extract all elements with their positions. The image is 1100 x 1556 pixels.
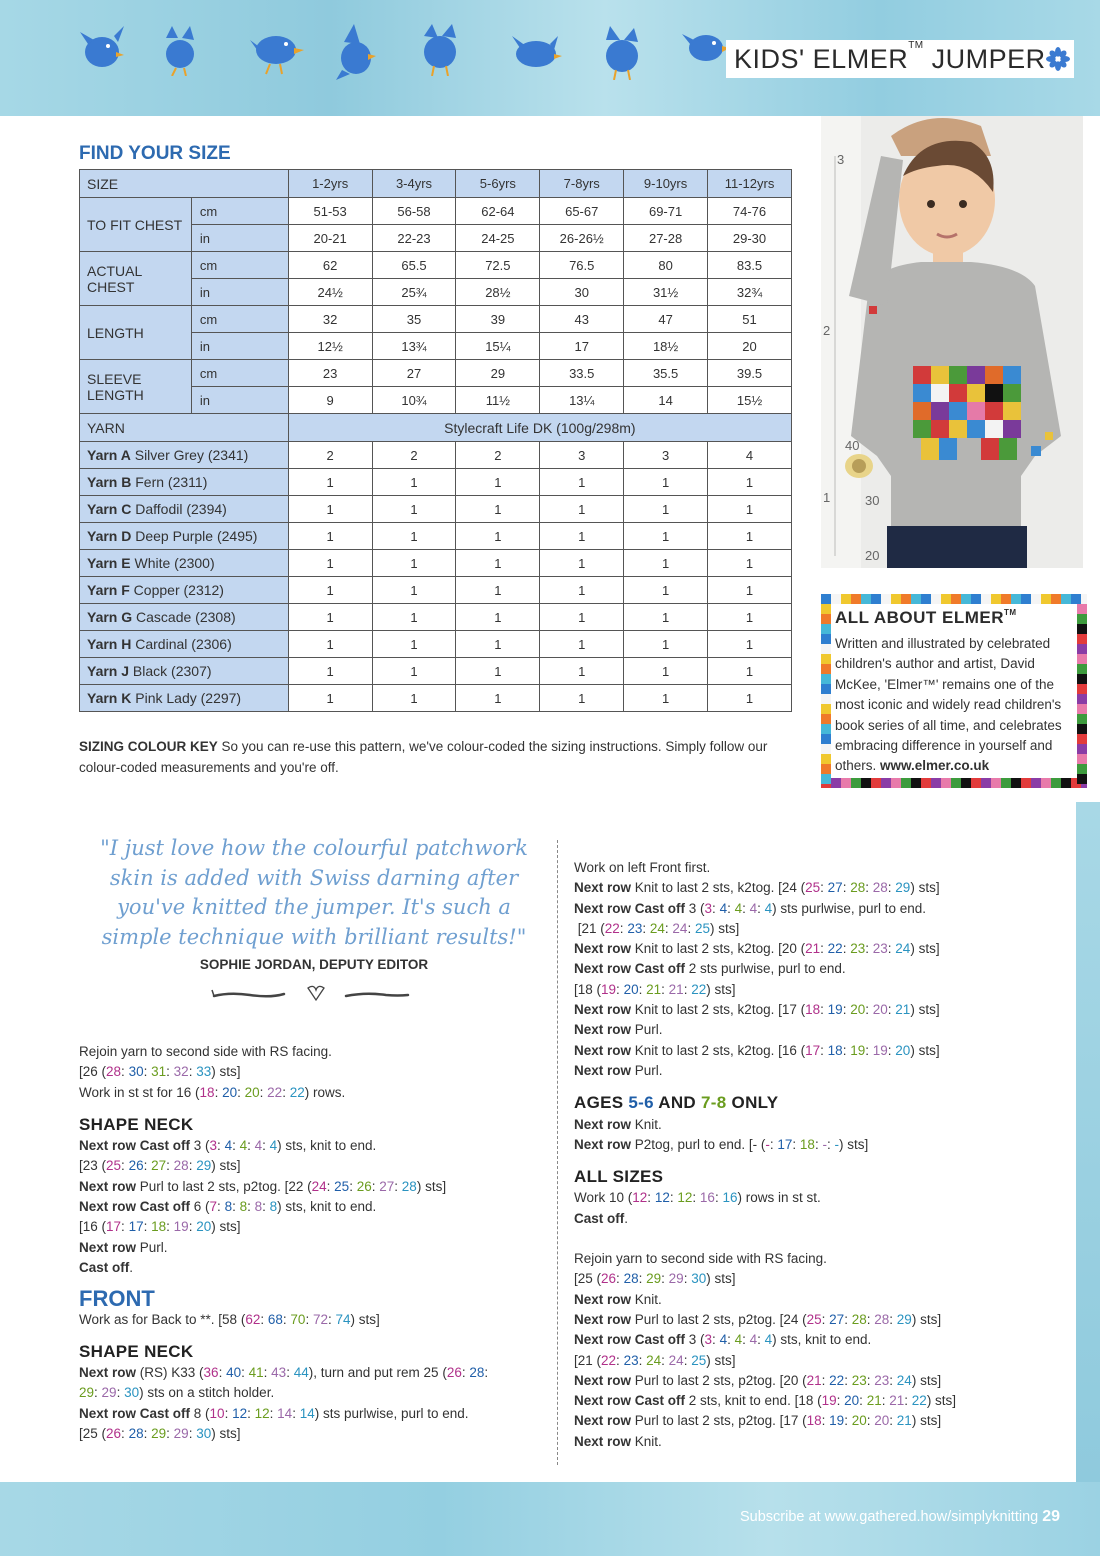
pattern-line: [18 (19: 20: 21: 21: 22) sts]	[574, 981, 736, 997]
unit-label: in	[191, 333, 288, 360]
pattern-line: Next row Cast off 6 (7: 8: 8: 8: 8) sts, knit to end.	[79, 1199, 377, 1215]
pattern-line: Next row P2tog, purl to end. [- (-: 17: 18: -: -) sts]	[574, 1136, 869, 1152]
bird-decoration-row	[70, 24, 730, 84]
measure-label: SLEEVE LENGTH	[80, 360, 192, 414]
yarn-quantity: 1	[708, 550, 792, 577]
pattern-line: [21 (22: 23: 24: 24: 25) sts]	[574, 920, 740, 936]
measure-value: 20	[708, 333, 792, 360]
measure-value: 65.5	[372, 252, 456, 279]
measure-value: 12½	[288, 333, 372, 360]
size-column-header: 7-8yrs	[540, 170, 624, 198]
table-row	[80, 360, 792, 387]
yarn-quantity: 1	[540, 577, 624, 604]
yarn-quantity: 1	[624, 550, 708, 577]
measure-value: 11½	[456, 387, 540, 414]
pattern-line: Next row Cast off 2 sts, knit to end. [18 (19: 20: 21: 21: 22) sts]	[574, 1393, 957, 1409]
yarn-quantity: 1	[456, 496, 540, 523]
pattern-line: Rejoin yarn to second side with RS facing.	[79, 1044, 332, 1059]
yarn-quantity: 1	[708, 577, 792, 604]
flower-star-icon	[1046, 47, 1070, 71]
sizing-key-text: So you can re-use this pattern, we've colour-coded the sizing instructions. Simply follow our colour-coded measurements and you're off.	[79, 739, 768, 775]
pattern-line: [25 (26: 28: 29: 29: 30) sts]	[79, 1426, 241, 1442]
find-your-size-heading: FIND YOUR SIZE	[79, 143, 231, 164]
measure-value: 74-76	[708, 198, 792, 225]
yarn-quantity: 1	[288, 685, 372, 712]
yarn-quantity: 1	[288, 523, 372, 550]
bird-icon	[510, 24, 562, 76]
article-title	[726, 40, 1074, 78]
measure-value: 27-28	[624, 225, 708, 252]
yarn-quantity: 1	[288, 577, 372, 604]
yarn-quantity: 1	[288, 604, 372, 631]
table-row	[80, 252, 792, 279]
bird-icon	[682, 24, 730, 68]
yarn-label: YARN	[80, 414, 289, 442]
yarn-header-row	[80, 414, 792, 442]
yarn-name: Yarn F Copper (2312)	[80, 577, 289, 604]
yarn-quantity: 1	[540, 550, 624, 577]
yarn-quantity: 1	[540, 469, 624, 496]
pattern-line: Next row Knit.	[574, 1433, 662, 1449]
elmer-box-text: Written and illustrated by celebrated children's author and artist, David McKee, 'Elmer™' remains one of the most iconic and widely read children's book series of all time, and celebrates embracing difference in yourself and others.	[835, 636, 1062, 774]
yarn-name: Yarn A Silver Grey (2341)	[80, 442, 289, 469]
yarn-quantity: 1	[708, 685, 792, 712]
measure-value: 62-64	[456, 198, 540, 225]
measure-value: 51	[708, 306, 792, 333]
yarn-quantity: 1	[624, 469, 708, 496]
yarn-quantity: 1	[456, 658, 540, 685]
yarn-quantity: 1	[540, 604, 624, 631]
yarn-quantity: 1	[456, 604, 540, 631]
pattern-line: Next row Purl to last 2 sts, p2tog. [20 (21: 22: 23: 23: 24) sts]	[574, 1372, 942, 1388]
pattern-line: Work as for Back to **. [58 (62: 68: 70: 72: 74) sts]	[79, 1311, 380, 1327]
table-row	[80, 198, 792, 225]
measure-value: 39.5	[708, 360, 792, 387]
measure-value: 13¾	[372, 333, 456, 360]
elmer-box-title	[835, 608, 1017, 628]
table-row	[80, 550, 792, 577]
yarn-quantity: 1	[624, 496, 708, 523]
side-band	[1076, 800, 1100, 1482]
yarn-quantity: 2	[372, 442, 456, 469]
measure-value: 56-58	[372, 198, 456, 225]
pattern-line: [16 (17: 17: 18: 19: 20) sts]	[79, 1219, 241, 1235]
yarn-quantity: 1	[540, 685, 624, 712]
measure-value: 35	[372, 306, 456, 333]
page-footer	[740, 1508, 1060, 1526]
pattern-line: [23 (25: 26: 27: 28: 29) sts]	[79, 1158, 241, 1174]
yarn-name: Yarn J Black (2307)	[80, 658, 289, 685]
yarn-quantity: 1	[456, 631, 540, 658]
front-heading: FRONT	[79, 1286, 155, 1312]
measure-value: 83.5	[708, 252, 792, 279]
measure-value: 26-26½	[540, 225, 624, 252]
pattern-line: Rejoin yarn to second side with RS facing.	[574, 1251, 827, 1267]
yarn-quantity: 1	[624, 577, 708, 604]
yarn-quantity: 1	[708, 631, 792, 658]
yarn-quantity: 1	[624, 685, 708, 712]
pattern-line: Next row Cast off 3 (3: 4: 4: 4: 4) sts, knit to end.	[79, 1138, 377, 1154]
size-column-header: 1-2yrs	[288, 170, 372, 198]
bird-icon	[160, 24, 200, 76]
measure-value: 24-25	[456, 225, 540, 252]
bird-icon	[600, 24, 644, 80]
size-header-row	[80, 170, 792, 198]
measure-value: 20-21	[288, 225, 372, 252]
pattern-line: Next row Purl to last 2 sts, p2tog. [24 (25: 27: 28: 28: 29) sts]	[574, 1311, 942, 1327]
size-label: SIZE	[80, 170, 289, 198]
yarn-brand: Stylecraft Life DK (100g/298m)	[288, 414, 791, 442]
table-row	[80, 604, 792, 631]
all-about-elmer-box	[821, 594, 1087, 788]
title-main: KIDS' ELMER	[734, 43, 909, 74]
yarn-quantity: 1	[708, 496, 792, 523]
measure-label: ACTUAL CHEST	[80, 252, 192, 306]
yarn-quantity: 1	[288, 469, 372, 496]
yarn-quantity: 1	[456, 685, 540, 712]
unit-label: cm	[191, 360, 288, 387]
pattern-line: Work in st st for 16 (18: 20: 20: 22: 22) rows.	[79, 1084, 346, 1100]
title-end: JUMPER	[923, 43, 1046, 74]
pattern-line: Next row Cast off 2 sts purlwise, purl to end.	[574, 961, 846, 977]
measure-value: 15½	[708, 387, 792, 414]
measure-value: 27	[372, 360, 456, 387]
svg-text:20: 20	[865, 548, 880, 563]
shape-neck-heading: SHAPE NECK	[79, 1341, 194, 1361]
elmer-box-body	[835, 634, 1075, 777]
pattern-line: Next row Knit to last 2 sts, k2tog. [17 (18: 19: 20: 20: 21) sts]	[574, 1002, 940, 1018]
measure-value: 33.5	[540, 360, 624, 387]
measure-value: 30	[540, 279, 624, 306]
measure-value: 14	[624, 387, 708, 414]
yarn-quantity: 1	[372, 496, 456, 523]
yarn-quantity: 1	[372, 604, 456, 631]
table-row	[80, 469, 792, 496]
measure-value: 69-71	[624, 198, 708, 225]
measure-value: 18½	[624, 333, 708, 360]
pattern-line: Next row Cast off 3 (3: 4: 4: 4: 4) sts, knit to end.	[574, 1332, 872, 1348]
yarn-quantity: 1	[288, 496, 372, 523]
yarn-quantity: 1	[624, 523, 708, 550]
pattern-line: Next row Knit to last 2 sts, k2tog. [24 (25: 27: 28: 28: 29) sts]	[574, 880, 940, 896]
yarn-name: Yarn E White (2300)	[80, 550, 289, 577]
unit-label: cm	[191, 306, 288, 333]
pattern-line: Next row Knit.	[574, 1291, 662, 1307]
elmer-box-title-text: ALL ABOUT ELMER	[835, 608, 1004, 627]
svg-text:30: 30	[865, 493, 880, 508]
yarn-quantity: 1	[624, 631, 708, 658]
table-row	[80, 577, 792, 604]
yarn-quantity: 1	[288, 658, 372, 685]
measure-value: 65-67	[540, 198, 624, 225]
yarn-quantity: 1	[372, 577, 456, 604]
yarn-quantity: 1	[288, 550, 372, 577]
flourish-divider	[210, 982, 410, 1006]
pattern-line: Next row Purl.	[574, 1022, 663, 1038]
sizing-colour-key	[79, 736, 779, 778]
measure-value: 80	[624, 252, 708, 279]
yarn-quantity: 1	[540, 631, 624, 658]
yarn-name: Yarn H Cardinal (2306)	[80, 631, 289, 658]
unit-label: cm	[191, 198, 288, 225]
subscribe-link[interactable]: Subscribe at www.gathered.how/simplyknitting	[740, 1509, 1039, 1525]
yarn-quantity: 1	[456, 550, 540, 577]
pattern-line: Next row Purl to last 2 sts, p2tog. [17 (18: 19: 20: 20: 21) sts]	[574, 1413, 942, 1429]
measure-value: 9	[288, 387, 372, 414]
yarn-quantity: 1	[708, 523, 792, 550]
yarn-quantity: 1	[540, 496, 624, 523]
measure-value: 28½	[456, 279, 540, 306]
bird-icon	[418, 24, 462, 76]
measure-label: LENGTH	[80, 306, 192, 360]
all-sizes-heading: ALL SIZES	[574, 1167, 664, 1187]
pattern-line: [25 (26: 28: 29: 29: 30) sts]	[574, 1271, 736, 1287]
measure-value: 35.5	[624, 360, 708, 387]
yarn-quantity: 1	[708, 604, 792, 631]
yarn-quantity: 1	[624, 604, 708, 631]
pattern-line: [21 (22: 23: 24: 24: 25) sts]	[574, 1352, 736, 1368]
size-column-header: 9-10yrs	[624, 170, 708, 198]
yarn-name: Yarn G Cascade (2308)	[80, 604, 289, 631]
pattern-line: Cast off.	[574, 1210, 629, 1226]
pattern-line: Next row Knit.	[574, 1116, 662, 1132]
unit-label: in	[191, 279, 288, 306]
yarn-quantity: 1	[624, 658, 708, 685]
yarn-quantity: 4	[708, 442, 792, 469]
size-column-header: 3-4yrs	[372, 170, 456, 198]
yarn-name: Yarn B Fern (2311)	[80, 469, 289, 496]
size-table	[79, 169, 792, 712]
measure-value: 29-30	[708, 225, 792, 252]
column-divider	[557, 840, 558, 1465]
yarn-quantity: 1	[456, 469, 540, 496]
title-trademark: TM	[908, 39, 924, 51]
measure-value: 32	[288, 306, 372, 333]
measure-value: 24½	[288, 279, 372, 306]
bird-icon	[334, 24, 378, 80]
bird-icon	[250, 24, 306, 76]
yarn-quantity: 1	[708, 469, 792, 496]
svg-text:1: 1	[823, 490, 831, 505]
yarn-quantity: 3	[540, 442, 624, 469]
pattern-line: Cast off.	[79, 1259, 134, 1275]
measure-value: 10¾	[372, 387, 456, 414]
pattern-line: [26 (28: 30: 31: 32: 33) sts]	[79, 1064, 241, 1080]
measure-value: 17	[540, 333, 624, 360]
pattern-line: Next row Cast off 8 (10: 12: 12: 14: 14) sts purlwise, purl to end.	[79, 1405, 469, 1421]
shape-neck-heading: SHAPE NECK	[79, 1114, 194, 1134]
measure-value: 25¾	[372, 279, 456, 306]
yarn-quantity: 1	[456, 577, 540, 604]
table-row	[80, 306, 792, 333]
yarn-quantity: 1	[372, 469, 456, 496]
child-jumper-photo	[821, 116, 1083, 568]
measure-value: 15¼	[456, 333, 540, 360]
yarn-quantity: 1	[372, 550, 456, 577]
pattern-line: Next row Purl to last 2 sts, p2tog. [22 (24: 25: 26: 27: 28) sts]	[79, 1178, 447, 1194]
unit-label: cm	[191, 252, 288, 279]
svg-text:2: 2	[823, 323, 831, 338]
measure-value: 32¾	[708, 279, 792, 306]
table-row	[80, 442, 792, 469]
measure-value: 76.5	[540, 252, 624, 279]
yarn-quantity: 1	[372, 685, 456, 712]
measure-value: 29	[456, 360, 540, 387]
measure-value: 22-23	[372, 225, 456, 252]
pattern-line: Next row Knit to last 2 sts, k2tog. [16 (17: 18: 19: 19: 20) sts]	[574, 1042, 940, 1058]
measure-value: 47	[624, 306, 708, 333]
bird-icon	[78, 24, 128, 76]
pattern-line: Work 10 (12: 12: 12: 16: 16) rows in st st.	[574, 1190, 821, 1206]
yarn-quantity: 1	[708, 658, 792, 685]
measure-value: 31½	[624, 279, 708, 306]
unit-label: in	[191, 225, 288, 252]
yarn-quantity: 1	[372, 658, 456, 685]
size-column-header: 11-12yrs	[708, 170, 792, 198]
pattern-column-right	[574, 858, 956, 1452]
size-column-header: 5-6yrs	[456, 170, 540, 198]
yarn-quantity: 2	[288, 442, 372, 469]
yarn-name: Yarn K Pink Lady (2297)	[80, 685, 289, 712]
measure-value: 23	[288, 360, 372, 387]
yarn-quantity: 1	[540, 658, 624, 685]
pattern-line: Next row Knit to last 2 sts, k2tog. [20 (21: 22: 23: 23: 24) sts]	[574, 941, 940, 957]
measure-value: 72.5	[456, 252, 540, 279]
table-row	[80, 523, 792, 550]
measure-value: 43	[540, 306, 624, 333]
yarn-quantity: 3	[624, 442, 708, 469]
pattern-line: Work on left Front first.	[574, 860, 711, 875]
table-row	[80, 631, 792, 658]
measure-value: 51-53	[288, 198, 372, 225]
elmer-box-trademark: TM	[1004, 608, 1017, 617]
yarn-quantity: 1	[540, 523, 624, 550]
yarn-quantity: 1	[372, 631, 456, 658]
measure-label: TO FIT CHEST	[80, 198, 192, 252]
quote-author: SOPHIE JORDAN, DEPUTY EDITOR	[199, 957, 429, 972]
yarn-quantity: 1	[372, 523, 456, 550]
editor-quote: "I just love how the colourful patchwork skin is added with Swiss darning after you've knitted the jumper. It's such a simple technique with brilliant results!"	[100, 836, 528, 949]
svg-text:40: 40	[845, 438, 860, 453]
yarn-quantity: 1	[456, 523, 540, 550]
yarn-name: Yarn C Daffodil (2394)	[80, 496, 289, 523]
pattern-line: Next row (RS) K33 (36: 40: 41: 43: 44), turn and put rem 25 (26: 28:	[79, 1365, 489, 1381]
pattern-line: Next row Purl.	[79, 1239, 168, 1255]
table-row	[80, 658, 792, 685]
measure-value: 39	[456, 306, 540, 333]
pattern-column-left	[79, 1042, 488, 1444]
pattern-line: Next row Cast off 3 (3: 4: 4: 4: 4) sts purlwise, purl to end.	[574, 900, 926, 916]
measure-value: 13¼	[540, 387, 624, 414]
pattern-line: 29: 29: 30) sts on a stitch holder.	[79, 1385, 275, 1401]
yarn-quantity: 2	[456, 442, 540, 469]
yarn-name: Yarn D Deep Purple (2495)	[80, 523, 289, 550]
unit-label: in	[191, 387, 288, 414]
ages-heading: AGES 5-6 AND 7-8 ONLY	[574, 1093, 779, 1113]
elmer-website-link[interactable]: www.elmer.co.uk	[880, 758, 990, 774]
table-row	[80, 496, 792, 523]
measure-value: 62	[288, 252, 372, 279]
page-number: 29	[1042, 1508, 1060, 1525]
pattern-line: Next row Purl.	[574, 1062, 663, 1078]
yarn-quantity: 1	[288, 631, 372, 658]
table-row	[80, 685, 792, 712]
sizing-key-label: SIZING COLOUR KEY	[79, 739, 218, 754]
svg-text:3: 3	[837, 152, 845, 167]
